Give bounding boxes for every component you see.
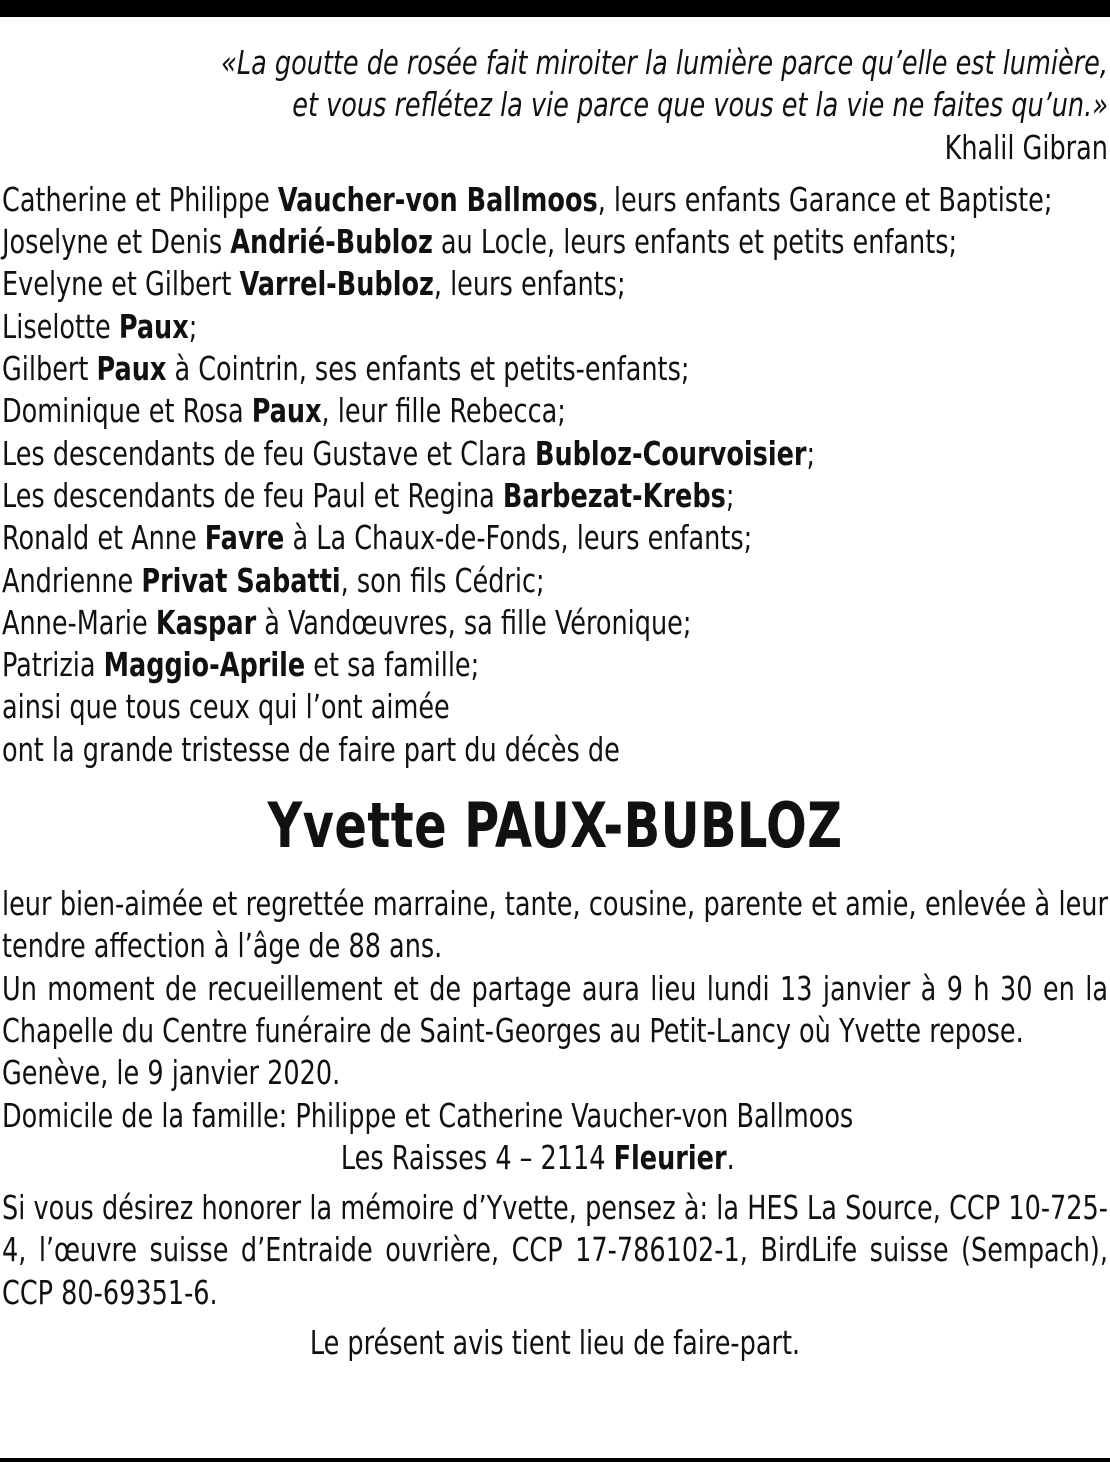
mourner-line: Catherine et Philippe Vaucher-von Ballmoos, leurs enfants Garance et Baptiste; xyxy=(2,179,1053,219)
epigraph xyxy=(2,42,1108,169)
family-name: Paux xyxy=(118,306,189,346)
family-name: Andrié-Bubloz xyxy=(230,222,433,262)
notice-statement: Le présent avis tient lieu de faire-part. xyxy=(309,1323,801,1363)
family-name: Kaspar xyxy=(155,602,257,642)
donations-paragraph: Si vous désirez honorer la mémoire d’Yvette, pensez à: la HES La Source, CCP 10-725-4, l’œuvre suisse d’Entraide ouvrière, CCP 17-786102-1, BirdLife suisse (Sempach), CCP 80-69351-6. xyxy=(2,1188,1108,1312)
family-name: Barbezat-Krebs xyxy=(502,475,726,515)
mourner-line: Les descendants de feu Gustave et Clara Bubloz-Courvoisier; xyxy=(2,433,816,473)
mourner-line: Les descendants de feu Paul et Regina Barbezat-Krebs; xyxy=(2,475,735,515)
mourner-line: Andrienne Privat Sabatti, son fils Cédric; xyxy=(2,560,545,600)
family-name: Maggio-Aprile xyxy=(103,645,306,685)
ceremony-paragraph: Un moment de recueillement et de partage aura lieu lundi 13 janvier à 9 h 30 en la Chapelle du Centre funéraire de Saint-Georges au Petit-Lancy où Yvette repose. xyxy=(2,968,1108,1050)
mourner-line: Gilbert Paux à Cointrin, ses enfants et petits-enfants; xyxy=(2,349,690,389)
mourner-line: Anne-Marie Kaspar à Vandœuvres, sa fille Véronique; xyxy=(2,602,692,642)
relation-paragraph: leur bien-aimée et regrettée marraine, tante, cousine, parente et amie, enlevée à leur tendre affection à l’âge de 88 ans. xyxy=(2,884,1108,966)
closing-line: ainsi que tous ceux qui l’ont aimée xyxy=(2,687,450,727)
mourner-line: Patrizia Maggio-Aprile et sa famille; xyxy=(2,645,480,685)
notice-content xyxy=(2,42,1108,1364)
family-name: Bubloz-Courvoisier xyxy=(534,433,807,473)
quote-line-1: «La goutte de rosée fait miroiter la lumière parce qu’elle est lumière, xyxy=(221,43,1108,82)
mourner-line: Evelyne et Gilbert Varrel-Bubloz, leurs enfants; xyxy=(2,264,626,304)
family-domicile: Domicile de la famille: Philippe et Catherine Vaucher-von Ballmoos xyxy=(2,1095,854,1135)
mourners-list xyxy=(2,179,1108,771)
mourner-line: Dominique et Rosa Paux, leur fille Rebecca; xyxy=(2,391,566,431)
family-name: Favre xyxy=(204,518,285,558)
family-name: Vaucher-von Ballmoos xyxy=(277,179,598,219)
family-address: Les Raisses 4 – 2114 Fleurier. xyxy=(340,1137,735,1177)
top-rule xyxy=(0,0,1110,17)
quote-line-2: et vous reflétez la vie parce que vous et la vie ne faites qu’un.» xyxy=(292,85,1108,125)
address-town: Fleurier xyxy=(613,1137,727,1177)
family-name: Paux xyxy=(251,391,322,431)
family-name: Paux xyxy=(96,349,167,389)
deceased-name: Yvette PAUX-BUBLOZ xyxy=(267,789,843,863)
date-place: Genève, le 9 janvier 2020. xyxy=(2,1053,341,1093)
closing-line: ont la grande tristesse de faire part du décès de xyxy=(2,729,620,769)
mourner-line: Liselotte Paux; xyxy=(2,306,198,346)
family-name: Varrel-Bubloz xyxy=(239,264,434,304)
mourner-line: Joselyne et Denis Andrié-Bubloz au Locle, leurs enfants et petits enfants; xyxy=(2,222,958,262)
bottom-rule xyxy=(0,1458,1110,1462)
mourner-line: Ronald et Anne Favre à La Chaux-de-Fonds, leurs enfants; xyxy=(2,518,753,558)
quote-author: Khalil Gibran xyxy=(944,127,1108,167)
family-name: Privat Sabatti xyxy=(141,560,341,600)
